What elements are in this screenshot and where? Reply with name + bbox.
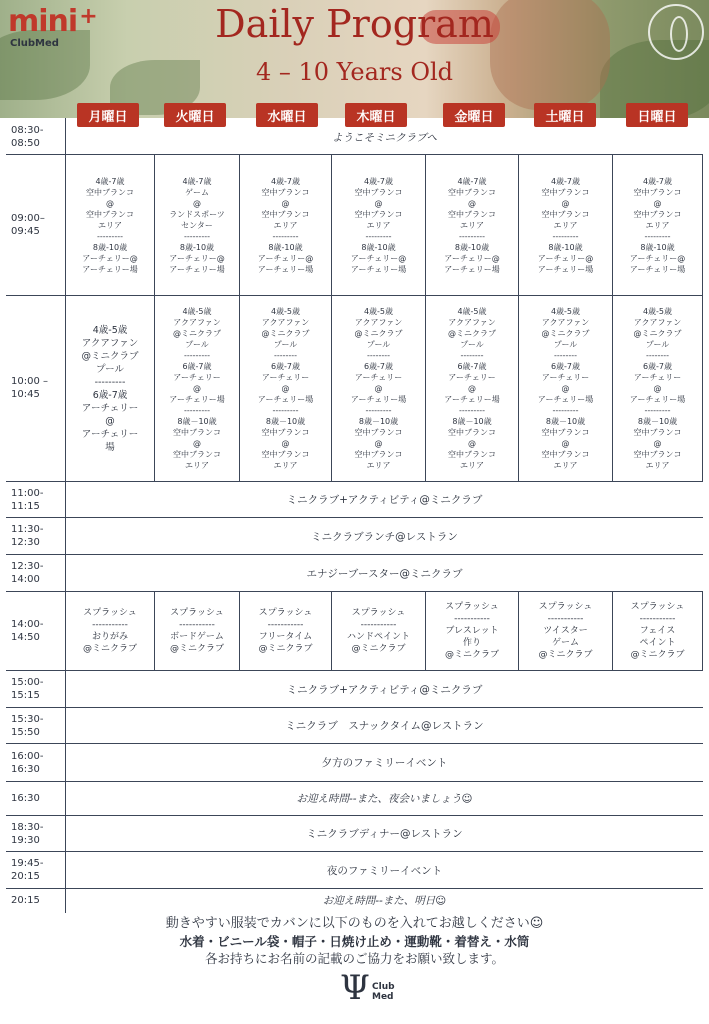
header-banner [0, 0, 709, 118]
schedule-cell: 4歳-5歳 アクアファン @ミニクラブ プール -------- 6歳-7歳 アーチェリー @ アーチェリー場 --------- 8歳－10歳 空中ブランコ @ 空中ブランコ エリア [537, 307, 594, 470]
schedule-cell: 4歳-7歳 空中ブランコ @ 空中ブランコ エリア --------- 8歳-10歳 アーチェリー@ アーチェリー場 [537, 176, 594, 274]
time-slot: 19:45- 20:15 [11, 858, 44, 882]
time-slot: 20:15 [11, 894, 40, 906]
schedule-cell: スプラッシュ ----------- ハンドペイント @ミニクラブ [346, 608, 410, 654]
schedule-item: ミニクラブ+アクティビティ@ミニクラブ [286, 683, 483, 696]
schedule-cell: 4歳-5歳 アクアファン @ミニクラブ プール -------- 6歳-7歳 アーチェリー @ アーチェリー場 --------- 8歳－10歳 空中ブランコ @ 空中ブランコ エリア [629, 307, 686, 470]
schedule-cell: 4歳-7歳 空中ブランコ @ 空中ブランコ エリア --------- 8歳-10歳 アーチェリー@ アーチェリー場 [82, 176, 138, 274]
schedule-item: 夕方のファミリーイベント [321, 757, 448, 769]
schedule-cell: 4歳-7歳 空中ブランコ @ 空中ブランコ エリア --------- 8歳-10歳 アーチェリー@ アーチェリー場 [629, 176, 686, 274]
schedule-item: ようこそミニクラブへ [332, 131, 437, 144]
schedule-cell: スプラッシュ ----------- おりがみ @ミニクラブ [82, 608, 137, 654]
schedule-item: エナジーブースター@ミニクラブ [306, 567, 463, 580]
time-slot: 16:00- 16:30 [11, 750, 44, 775]
mini-logo: mini+ [8, 4, 97, 39]
day-header-fri: 金曜日 [443, 103, 505, 127]
schedule-cell: スプラッシュ ----------- フリータイム @ミニクラブ [258, 608, 313, 654]
trident-icon: Ψ [340, 968, 370, 1008]
footer-note: 動きやすい服装でカバンに以下のものを入れてお越しください☺ [165, 916, 544, 931]
schedule-cell: スプラッシュ ----------- ブレスレット 作り @ミニクラブ [444, 602, 499, 660]
time-slot: 15:00- 15:15 [11, 677, 44, 701]
schedule-item: ミニクラブディナー@レストラン [306, 828, 463, 840]
seal-icon [648, 4, 704, 60]
schedule-cell: 4歳-7歳 空中ブランコ @ 空中ブランコ エリア --------- 8歳-10歳 アーチェリー@ アーチェリー場 [444, 176, 500, 274]
time-slot: 15:30- 15:50 [11, 713, 44, 738]
time-slot: 11:00- 11:15 [11, 487, 44, 512]
schedule-cell: 4歳-5歳 アクアファン @ミニクラブ プール -------- 6歳-7歳 アーチェリー @ アーチェリー場 --------- 8歳－10歳 空中ブランコ @ 空中ブランコ エリア [350, 307, 407, 470]
schedule-cell: 4歳-5歳 アクアファン @ミニクラブ プール --------- 6歳-7歳 アーチェリー @ アーチェリー 場 [81, 324, 139, 453]
footer-request: 各お持ちにお名前の記載のご協力をお願い致します。 [204, 951, 504, 966]
clubmed-footer-logo: Ψ Club Med [340, 968, 395, 1008]
page-subtitle: 4 – 10 Years Old [255, 58, 454, 86]
schedule-cell: 4歳-7歳 ゲーム @ ランドスポーツ センター --------- 8歳-10歳 アーチェリー@ アーチェリー場 [169, 176, 225, 274]
schedule-cell: 4歳-7歳 空中ブランコ @ 空中ブランコ エリア --------- 8歳-10歳 アーチェリー@ アーチェリー場 [257, 176, 314, 274]
clubmed-logo: ClubMed [10, 38, 59, 49]
page-title: Daily Program [215, 2, 494, 46]
schedule-cell: スプラッシュ ----------- ボードゲーム @ミニクラブ [169, 608, 224, 654]
schedule-cell: スプラッシュ ----------- フェイス ペイント @ミニクラブ [630, 602, 685, 660]
time-slot: 11:30- 12:30 [11, 524, 44, 548]
schedule-item: 夜のファミリーイベント [326, 864, 443, 877]
day-header-wed: 水曜日 [256, 103, 318, 127]
time-slot: 16:30 [11, 793, 40, 804]
day-header-tue: 火曜日 [164, 103, 226, 127]
time-slot: 18:30- 19:30 [11, 821, 44, 846]
schedule-cell: 4歳-7歳 空中ブランコ @ 空中ブランコ エリア --------- 8歳-10歳 アーチェリー@ アーチェリー場 [350, 176, 407, 274]
day-header-sun: 日曜日 [626, 103, 688, 127]
schedule-item: ミニクラブランチ@レストラン [311, 530, 458, 543]
time-slot: 08:30- 08:50 [11, 125, 44, 149]
day-header-thu: 木曜日 [345, 103, 407, 127]
schedule-cell: 4歳-5歳 アクアファン @ミニクラブ プール --------- 6歳-7歳 アーチェリー @ アーチェリー場 --------- 8歳－10歳 空中ブランコ @ 空中ブランコ エリア [169, 307, 225, 470]
day-header-mon: 月曜日 [77, 103, 139, 127]
footer-items: 水着・ビニール袋・帽子・日焼け止め・運動靴・着替え・水筒 [179, 934, 530, 949]
schedule-item: お迎え時間--また、夜会いましょう☺ [296, 793, 473, 805]
time-slot: 09:00– 09:45 [11, 212, 45, 237]
time-slot: 14:00- 14:50 [11, 619, 44, 643]
time-slot: 10:00 – 10:45 [11, 376, 48, 400]
time-slot: 12:30- 14:00 [11, 561, 44, 585]
schedule-cell: 4歳-5歳 アクアファン @ミニクラブ プール -------- 6歳-7歳 アーチェリー @ アーチェリー場 --------- 8歳－10歳 空中ブランコ @ 空中ブランコ エリア [444, 307, 500, 470]
schedule-item: ミニクラブ スナックタイム@レストラン [285, 720, 484, 732]
schedule-cell: スプラッシュ ----------- ツイスター ゲーム @ミニクラブ [538, 602, 593, 660]
schedule-cell: 4歳-5歳 アクアファン @ミニクラブ プール -------- 6歳-7歳 アーチェリー @ アーチェリー場 --------- 8歳－10歳 空中ブランコ @ 空中ブランコ エリア [257, 307, 314, 470]
schedule-item: お迎え時間--また、明日☺ [322, 894, 447, 907]
schedule-item: ミニクラブ+アクティビティ@ミニクラブ [286, 494, 483, 506]
day-header-sat: 土曜日 [534, 103, 596, 127]
